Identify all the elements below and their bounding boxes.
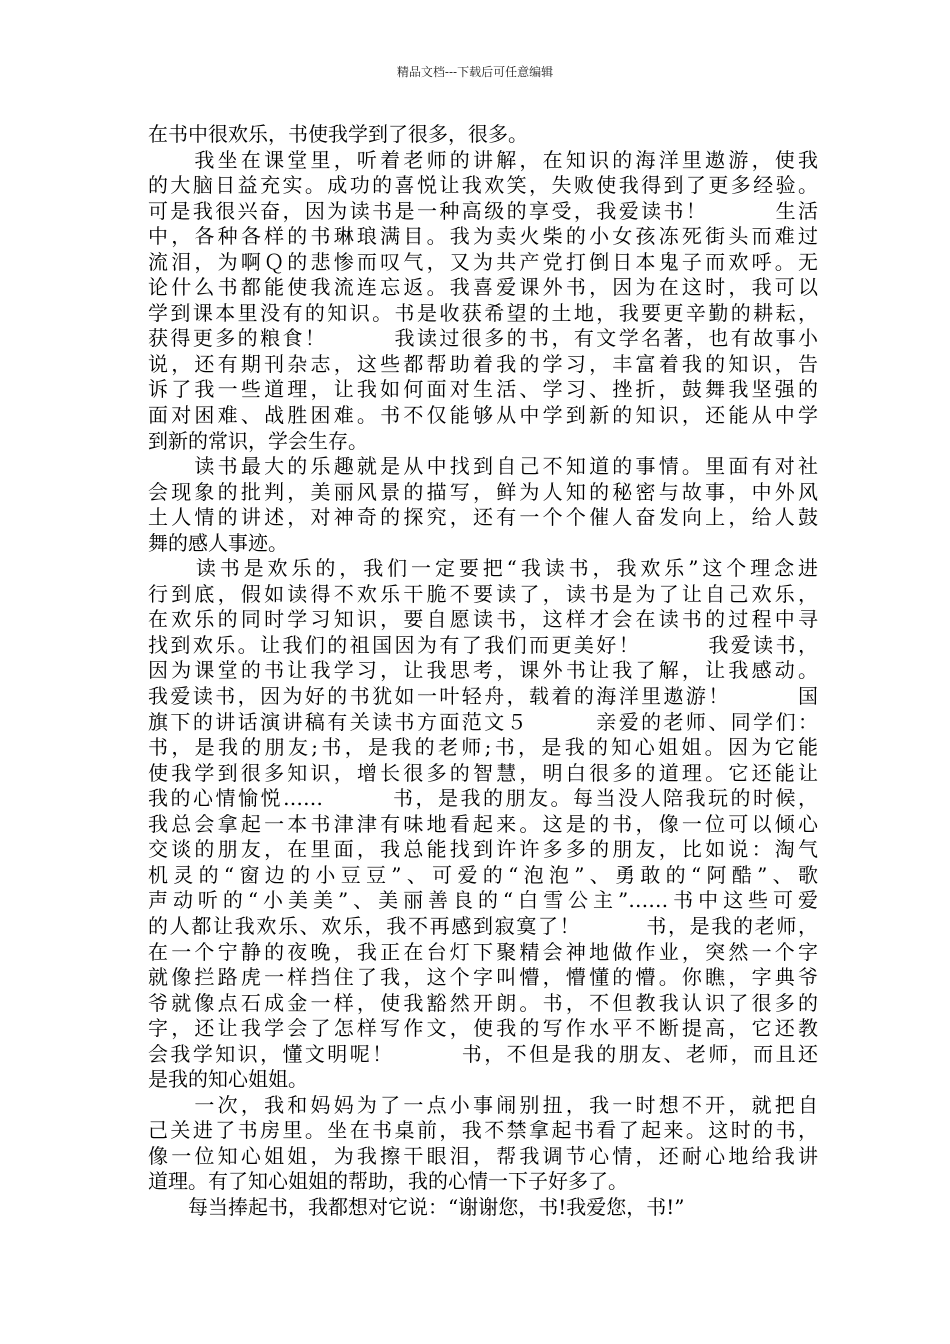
text-line: 就像拦路虎一样挡住了我，这个字叫懵，懵懂的懵。你瞧，字典爷 bbox=[148, 965, 818, 990]
text-line: 机灵的“窗边的小豆豆”、可爱的“泡泡”、勇敢的“阿酷”、歌 bbox=[148, 862, 818, 887]
text-line: 学到课本里没有的知识。书是收获希望的土地，我要更辛勤的耕耘， bbox=[148, 300, 818, 325]
text-line: 读书是欢乐的，我们一定要把“我读书，我欢乐”这个理念进 bbox=[148, 556, 818, 581]
text-line: 我爱读书，因为好的书犹如一叶轻舟，载着的海洋里遨游！ 国 bbox=[148, 684, 818, 709]
text-line: 我总会拿起一本书津津有味地看起来。这是的书，像一位可以倾心 bbox=[148, 811, 818, 836]
text-line: 舞的感人事迹。 bbox=[148, 530, 288, 555]
text-line: 在书中很欢乐，书使我学到了很多，很多。 bbox=[148, 122, 528, 146]
text-line: 旗下的讲话演讲稿有关读书方面范文５ 亲爱的老师、同学们： bbox=[148, 709, 818, 734]
text-line: 论什么书都能使我流连忘返。我喜爱课外书，因为在这时，我可以 bbox=[148, 275, 818, 300]
text-line: 流泪，为啊Ｑ的悲惨而叹气，又为共产党打倒日本鬼子而欢呼。无 bbox=[148, 249, 818, 274]
text-line: 会现象的批判，美丽风景的描写，鲜为人知的秘密与故事，中外风 bbox=[148, 479, 818, 504]
page-header: 精品文档---下载后可任意编辑 bbox=[396, 65, 554, 79]
text-line: 可是我很兴奋，因为读书是一种高级的享受，我爱读书！ 生活 bbox=[148, 198, 818, 223]
text-line: 书，是我的朋友;书，是我的老师;书，是我的知心姐姐。因为它能 bbox=[148, 735, 818, 760]
text-line: 读书最大的乐趣就是从中找到自己不知道的事情。里面有对社 bbox=[148, 454, 818, 479]
text-line: 在欢乐的同时学习知识，要自愿读书，这样才会在读书的过程中寻 bbox=[148, 607, 818, 632]
text-line: 说，还有期刊杂志，这些都帮助着我的学习，丰富着我的知识，告 bbox=[148, 351, 818, 376]
text-line: 爷就像点石成金一样，使我豁然开朗。书，不但教我认识了很多的 bbox=[148, 990, 818, 1015]
text-line: 我的心情愉悦…… 书，是我的朋友。每当没人陪我玩的时候， bbox=[148, 786, 818, 811]
text-line: 己关进了书房里。坐在书桌前，我不禁拿起书看了起来。这时的书， bbox=[148, 1118, 818, 1143]
text-line: 因为课堂的书让我学习，让我思考，课外书让我了解，让我感动。 bbox=[148, 658, 818, 683]
text-line: 字，还让我学会了怎样写作文，使我的写作水平不断提高，它还教 bbox=[148, 1016, 818, 1041]
text-line: 诉了我一些道理，让我如何面对生活、学习、挫折，鼓舞我坚强的 bbox=[148, 377, 818, 402]
document-body bbox=[148, 122, 818, 1262]
text-line: 会我学知识，懂文明呢！ 书，不但是我的朋友、老师，而且还 bbox=[148, 1041, 818, 1066]
text-line: 找到欢乐。让我们的祖国因为有了我们而更美好！ 我爱读书， bbox=[148, 632, 818, 657]
text-line: 一次，我和妈妈为了一点小事闹别扭，我一时想不开，就把自 bbox=[148, 1092, 818, 1117]
text-line: 中，各种各样的书琳琅满目。我为卖火柴的小女孩冻死街头而难过 bbox=[148, 224, 818, 249]
text-line: 到新的常识，学会生存。 bbox=[148, 428, 368, 453]
text-line: 在一个宁静的夜晚，我正在台灯下聚精会神地做作业，突然一个字 bbox=[148, 939, 818, 964]
text-line: 获得更多的粮食！ 我读过很多的书，有文学名著，也有故事小 bbox=[148, 326, 818, 351]
text-line: 使我学到很多知识，增长很多的智慧，明白很多的道理。它还能让 bbox=[148, 760, 818, 785]
text-line: 行到底，假如读得不欢乐干脆不要读了，读书是为了让自己欢乐， bbox=[148, 581, 818, 606]
text-line: 土人情的讲述，对神奇的探究，还有一个个催人奋发向上，给人鼓 bbox=[148, 505, 818, 530]
text-line: 道理。有了知心姐姐的帮助，我的心情一下子好多了。 bbox=[148, 1169, 628, 1194]
text-line: 的大脑日益充实。成功的喜悦让我欢笑，失败使我得到了更多经验。 bbox=[148, 173, 818, 198]
text-line: 声动听的“小美美”、美丽善良的“白雪公主”……书中这些可爱 bbox=[148, 888, 818, 913]
text-line: 每当捧起书，我都想对它说：“谢谢您，书!我爱您，书!” bbox=[148, 1194, 685, 1219]
text-line: 交谈的朋友，在里面，我总能找到许许多多的朋友，比如说：淘气 bbox=[148, 837, 818, 862]
text-line: 像一位知心姐姐，为我擦干眼泪，帮我调节心情，还耐心地给我讲 bbox=[148, 1143, 818, 1168]
text-line: 是我的知心姐姐。 bbox=[148, 1067, 308, 1092]
text-line: 的人都让我欢乐、欢乐，我不再感到寂寞了！ 书，是我的老师， bbox=[148, 913, 818, 938]
text-line: 面对困难、战胜困难。书不仅能够从中学到新的知识，还能从中学 bbox=[148, 403, 818, 428]
text-line: 我坐在课堂里，听着老师的讲解，在知识的海洋里遨游，使我 bbox=[148, 147, 818, 172]
